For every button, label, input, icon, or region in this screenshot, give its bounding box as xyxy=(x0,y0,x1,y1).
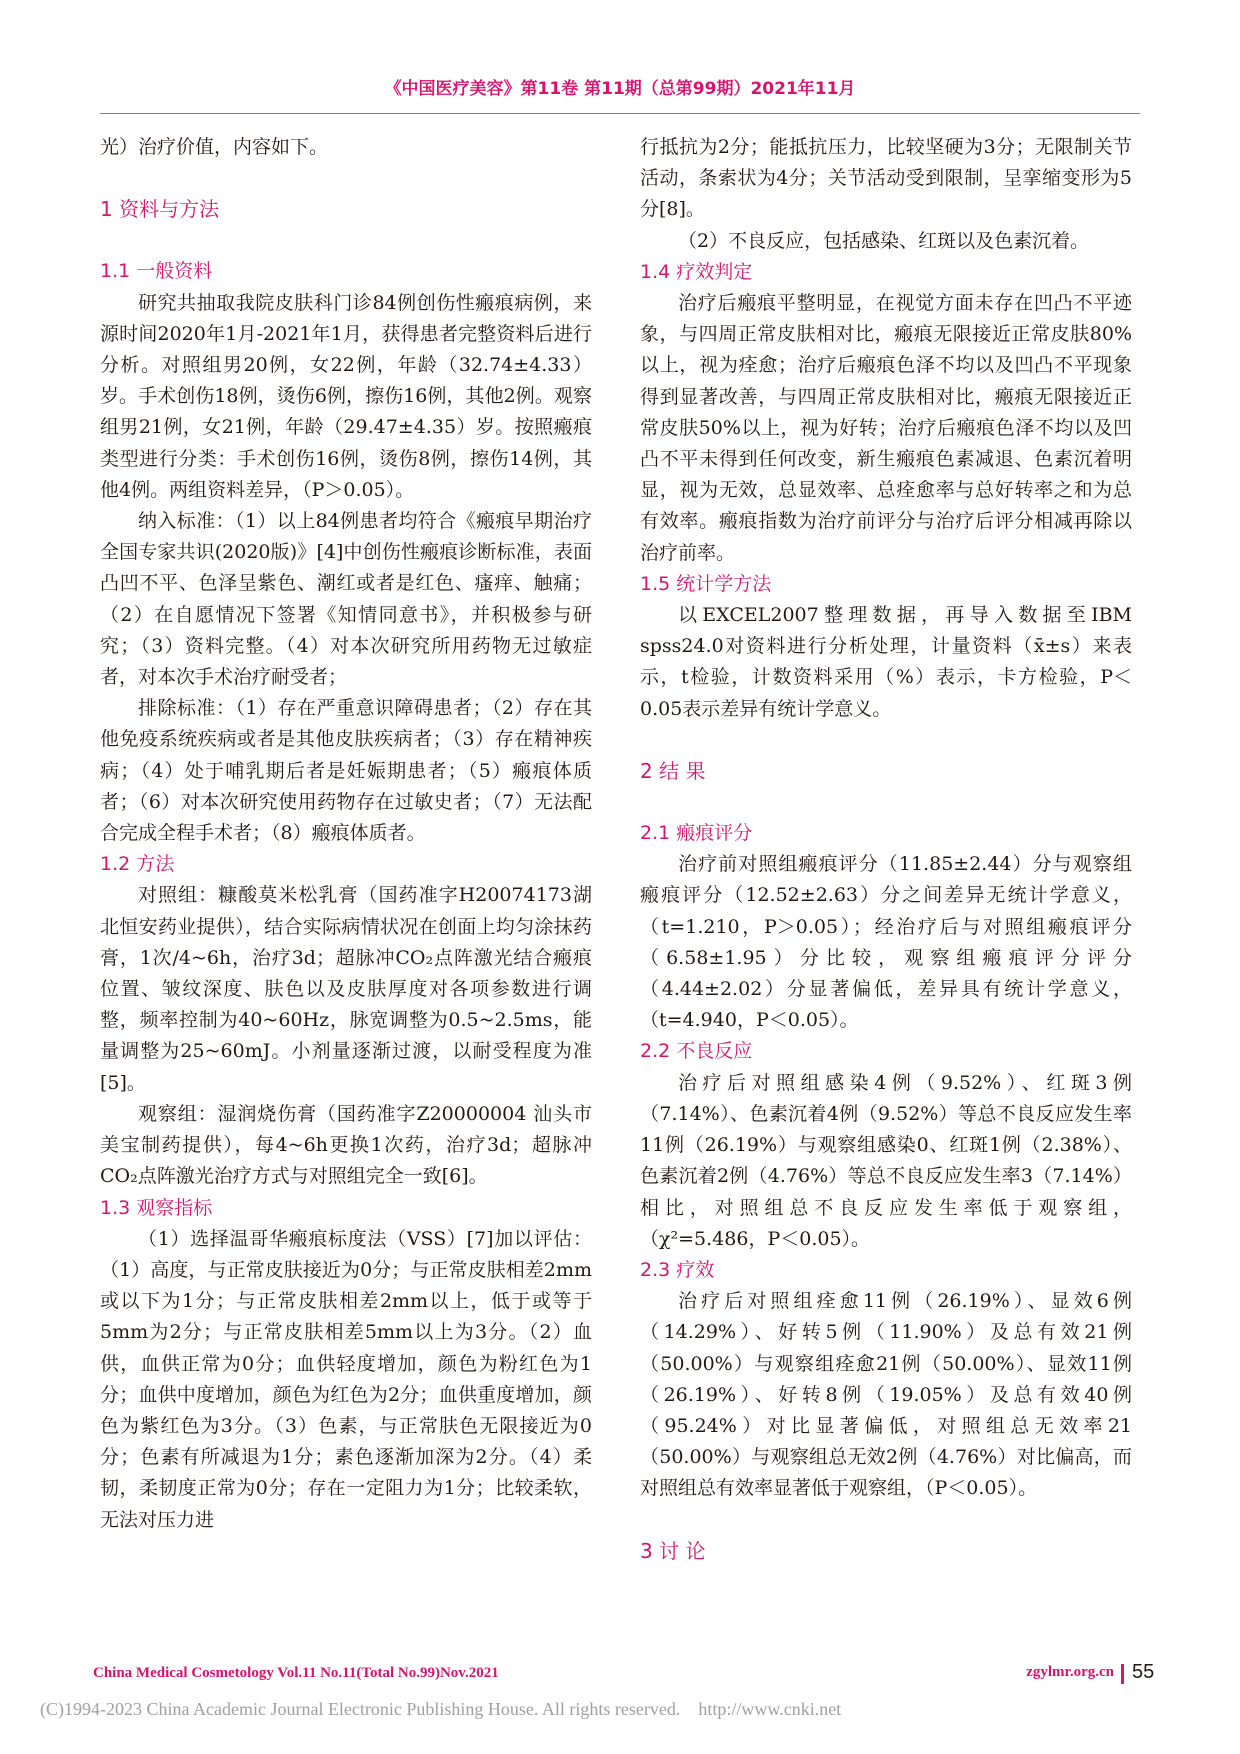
left-column xyxy=(100,132,592,1536)
section-heading-3: 3 讨 论 xyxy=(640,1538,706,1563)
subsection-heading-1-4: 1.4 疗效判定 xyxy=(640,260,753,283)
subsection-heading-1-2: 1.2 方法 xyxy=(100,853,175,876)
footer-journal-name: China Medical Cosmetology Vol.11 No.11(Total No.99)Nov.2021 xyxy=(93,1665,499,1681)
subsection-heading-1-5: 1.5 统计学方法 xyxy=(640,572,772,595)
right-column xyxy=(640,132,1132,1567)
paragraph-efficacy-results: 治疗后对照组痊愈11例（26.19%）、显效6例（14.29%）、好转5例（11.90%）及总有效21例（50.00%）与观察组痊愈21例（50.00%）、显效11例（26.19%）、好转8例（19.05%）及总有效40例（95.24%）对比显著偏低，对照组总无效率21（50.00%）与观察组总无效2例（4.76%）对比偏高，而对照组总有效率显著低于观察组，（P＜0.05）。 xyxy=(640,1290,1132,1500)
paragraph-vss-scale: （1）选择温哥华瘢痕标度法（VSS）[7]加以评估：（1）高度，与正常皮肤接近为0分；与正常皮肤相差2mm或以下为1分；与正常皮肤相差2mm以上，低于或等于5mm为2分；与正常皮肤相差5mm以上为3分。（2）血供，血供正常为0分；血供轻度增加，颜色为粉红色为1分；血供中度增加，颜色为红色为2分；血供重度增加，颜色为紫红色为3分。（3）色素，与正常肤色无限接近为0分；色素有所减退为1分；素色逐渐加深为2分。（4）柔韧，柔韧度正常为0分；存在一定阻力为1分；比较柔软，无法对压力进 xyxy=(100,1227,592,1531)
section-heading-1: 1 资料与方法 xyxy=(100,197,220,222)
copyright-notice: (C)1994-2023 China Academic Journal Electronic Publishing House. All rights reserved. http://www.cnki.net xyxy=(40,1699,842,1719)
paragraph-scar-score: 治疗前对照组瘢痕评分（11.85±2.44）分与观察组瘢痕评分（12.52±2.63）分之间差异无统计学意义，（t=1.210，P＞0.05）；经治疗后与对照组瘢痕评分（6.58±1.95）分比较，观察组瘢痕评分评分（4.44±2.02）分显著偏低，差异具有统计学意义，（t=4.940，P＜0.05）。 xyxy=(640,853,1132,1032)
paragraph-adverse-definition: （2）不良反应，包括感染、红斑以及色素沉着。 xyxy=(678,229,1090,252)
section-heading-2: 2 结 果 xyxy=(640,758,706,783)
paragraph-inclusion-criteria: 纳入标准：（1）以上84例患者均符合《瘢痕早期治疗全国专家共识(2020版)》[4]中创伤性瘢痕诊断标准，表面凸凹不平、色泽呈紫色、潮红或者是红色、瘙痒、触痛；（2）在自愿情况下签署《知情同意书》，并积极参与研究；（3）资料完整。（4）对本次研究所用药物无过敏症者，对本次手术治疗耐受者； xyxy=(100,510,592,689)
paragraph-general-data: 研究共抽取我院皮肤科门诊84例创伤性瘢痕病例，来源时间2020年1月-2021年1月，获得患者完整资料后进行分析。对照组男20例，女22例，年龄（32.74±4.33）岁。手术创伤18例，烫伤6例，擦伤16例，其他2例。观察组男21例，女21例，年龄（29.47±4.35）岁。按照瘢痕类型进行分类：手术创伤16例，烫伤8例，擦伤14例，其他4例。两组资料差异，（P＞0.05）。 xyxy=(100,291,592,501)
subsection-heading-1-3: 1.3 观察指标 xyxy=(100,1196,213,1219)
footer-separator xyxy=(1121,1664,1124,1684)
paragraph-exclusion-criteria: 排除标准：（1）存在严重意识障碍患者；（2）存在其他免疫系统疾病或者是其他皮肤疾病者；（3）存在精神疾病；（4）处于哺乳期后者是妊娠期患者；（5）瘢痕体质者；（6）对本次研究使用药物存在过敏史者；（7）无法配合完成全程手术者；（8）瘢痕体质者。 xyxy=(100,697,592,845)
paragraph-efficacy-criteria: 治疗后瘢痕平整明显，在视觉方面未存在凹凸不平迹象，与四周正常皮肤相对比，瘢痕无限接近正常皮肤80%以上，视为痊愈；治疗后瘢痕色泽不均以及凹凸不平现象得到显著改善，与四周正常皮肤相对比，瘢痕无限接近正常皮肤50%以上，视为好转；治疗后瘢痕色泽不均以及凹凸不平未得到任何改变，新生瘢痕色素减退、色素沉着明显，视为无效，总显效率、总痊愈率与总好转率之和为总有效率。瘢痕指数为治疗前评分与治疗后评分相减再除以治疗前率。 xyxy=(640,292,1132,564)
paragraph-statistics: 以EXCEL2007整理数据，再导入数据至IBM spss24.0对资料进行分析处理，计量资料（x̄±s）来表示，t检验，计数资料采用（%）表示，卡方检验，P＜0.05表示差异有统计学意义。 xyxy=(640,604,1132,720)
paragraph-control-group: 对照组：糠酸莫米松乳膏（国药准字H20074173湖北恒安药业提供），结合实际病情状况在创面上均匀涂抹药膏，1次/4~6h，治疗3d；超脉冲CO₂点阵激光结合瘢痕位置、皱纹深度、肤色以及皮肤厚度对各项参数进行调整，频率控制为40~60Hz，脉宽调整为0.5~2.5ms，能量调整为25~60mJ。小剂量逐渐过渡，以耐受程度为准[5]。 xyxy=(100,884,592,1094)
paragraph-observation-group: 观察组：湿润烧伤膏（国药准字Z20000004 汕头市美宝制药提供），每4~6h更换1次药，治疗3d；超脉冲CO₂点阵激光治疗方式与对照组完全一致[6]。 xyxy=(100,1102,592,1188)
paragraph-adverse-reactions: 治疗后对照组感染4例（9.52%）、红斑3例（7.14%）、色素沉着4例（9.52%）等总不良反应发生率11例（26.19%）与观察组感染0、红斑1例（2.38%）、色素沉着2例（4.76%）等总不良反应发生率3（7.14%）相比，对照组总不良反应发生率低于观察组，（χ²=5.486，P＜0.05）。 xyxy=(640,1071,1132,1250)
subsection-heading-2-3: 2.3 疗效 xyxy=(640,1258,715,1281)
subsection-heading-2-2: 2.2 不良反应 xyxy=(640,1040,753,1063)
running-header: 《中国医疗美容》第11卷 第11期（总第99期）2021年11月 xyxy=(384,79,856,99)
continued-paragraph: 光）治疗价值，内容如下。 xyxy=(100,136,329,158)
footer-website: zgylmr.org.cn xyxy=(1026,1664,1114,1680)
subsection-heading-1-1: 1.1 一般资料 xyxy=(100,260,213,283)
page-number: 55 xyxy=(1132,1661,1155,1683)
subsection-heading-2-1: 2.1 瘢痕评分 xyxy=(640,822,753,845)
header-divider xyxy=(100,113,1140,114)
paragraph-vss-continued: 行抵抗为2分；能抵抗压力，比较坚硬为3分；无限制关节活动，条索状为4分；关节活动受到限制，呈挛缩变形为5分[8]。 xyxy=(640,136,1132,221)
